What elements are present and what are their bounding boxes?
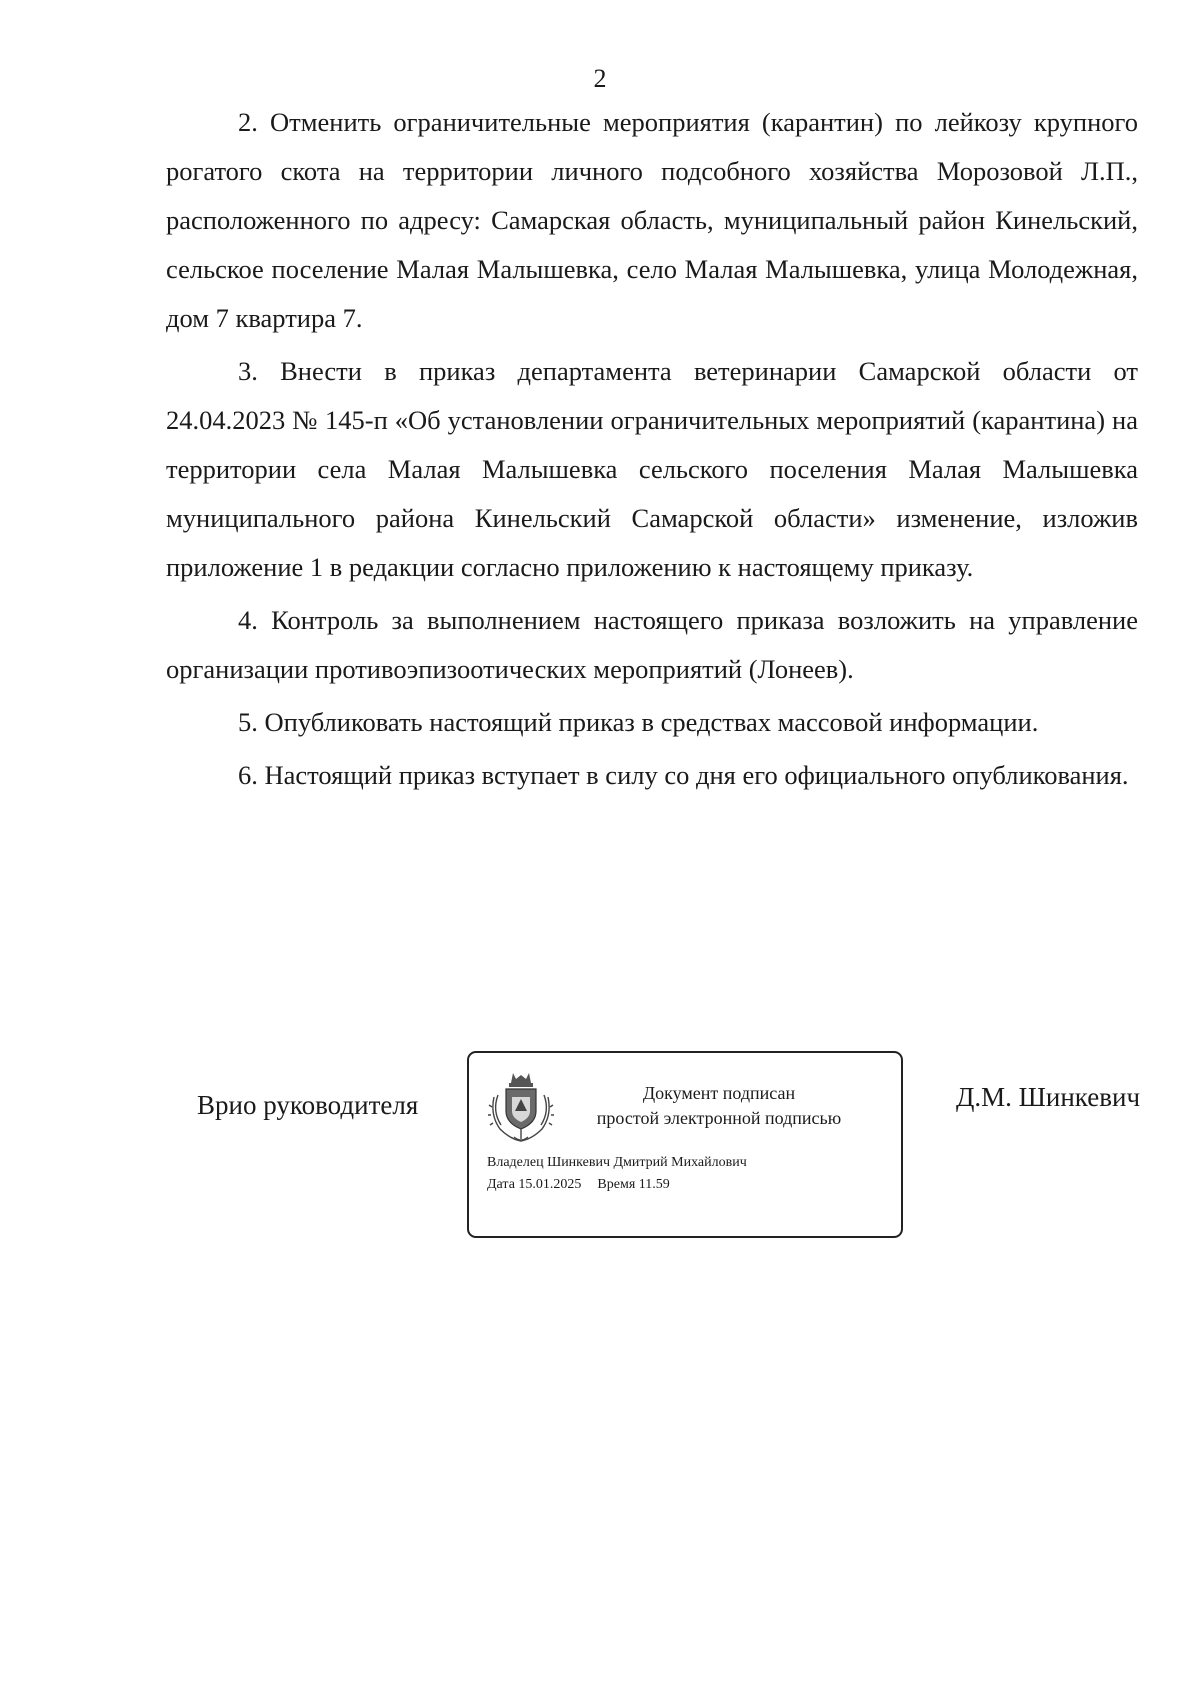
stamp-title-line-2: простой электронной подписью bbox=[596, 1108, 842, 1128]
stamp-date-time bbox=[487, 1177, 670, 1193]
stamp-title-line-1: Документ подписан bbox=[642, 1083, 796, 1103]
paragraph-4: 4. Контроль за выполнением настоящего приказа возложить на управление организации противоэпизоотических мероприятий (Лонеев). bbox=[166, 605, 1138, 684]
stamp-owner: Владелец Шинкевич Дмитрий Михайлович bbox=[487, 1155, 747, 1170]
paragraph-3: 3. Внести в приказ департамента ветеринарии Самарской области от 24.04.2023 № 145-п «Об установлении ограничительных мероприятий (карантина) на территории села Малая Малышевка сельского поселения Малая Малышевка муниципального района Кинельский Самарской области» изменение, изложив приложение 1 в редакции согласно приложению к настоящему приказу. bbox=[166, 356, 1138, 582]
stamp-date: Дата 15.01.2025 bbox=[487, 1177, 582, 1192]
signatory-name: Д.М. Шинкевич bbox=[956, 1082, 1141, 1112]
stamp-time: Время 11.59 bbox=[597, 1177, 670, 1192]
paragraph-2: 2. Отменить ограничительные мероприятия (карантин) по лейкозу крупного рогатого скота на территории личного подсобного хозяйства Морозовой Л.П., расположенного по адресу: Самарская область, муниципальный район Кинельский, сельское поселение Малая Малышевка, село Малая Малышевка, улица Молодежная, дом 7 квартира 7. bbox=[166, 107, 1138, 333]
coat-of-arms-icon bbox=[486, 1067, 556, 1145]
electronic-signature-stamp bbox=[467, 1051, 903, 1238]
signatory-role: Врио руководителя bbox=[197, 1090, 419, 1120]
order-body bbox=[166, 98, 1138, 804]
paragraph-5: 5. Опубликовать настоящий приказ в средствах массовой информации. bbox=[238, 707, 1039, 737]
stamp-title bbox=[569, 1081, 869, 1131]
paragraph-6: 6. Настоящий приказ вступает в силу со дня его официального опубликования. bbox=[238, 760, 1129, 790]
page-number: 2 bbox=[593, 64, 607, 93]
